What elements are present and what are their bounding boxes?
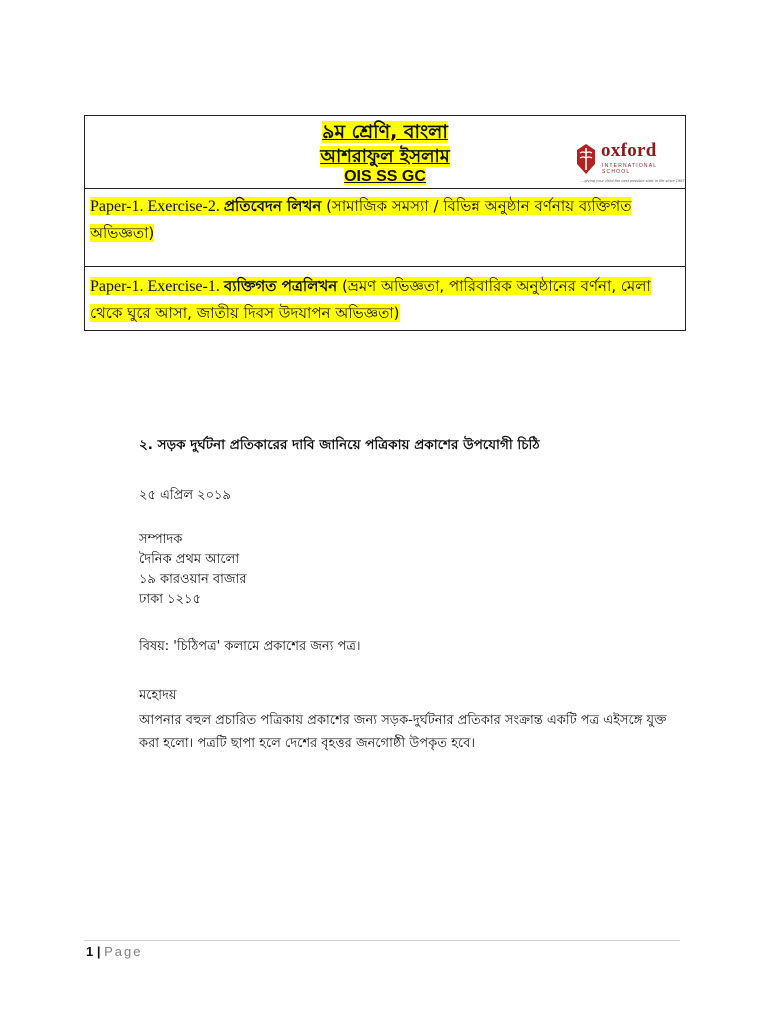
exercise-2-cell (85, 189, 685, 267)
page-label: Page (104, 944, 143, 959)
page-number: 1 (86, 944, 94, 959)
letter-subject: বিষয়: 'চিঠিপত্র' কলামে প্রকাশের জন্য পত্র। (139, 639, 361, 654)
address-line: ঢাকা ১২১৫ (139, 592, 201, 607)
teacher-name: আশরাফুল ইসলাম (320, 146, 450, 167)
logo-wordmark: oxford (601, 140, 657, 161)
letter-date: ২৫ এপ্রিল ২০১৯ (139, 488, 231, 503)
logo-tagline: ...giving your child the best possible start in life since 1987 (581, 179, 685, 183)
footer-separator: | (93, 944, 105, 959)
header-table (84, 115, 686, 331)
book-shield-icon (575, 142, 597, 176)
address-line: দৈনিক প্রথম আলো (139, 552, 240, 567)
letter-body: আপনার বহুল প্রচারিত পত্রিকায় প্রকাশের জন্য সড়ক-দুর্ঘটনার প্রতিকার সংক্রান্ত একটি পত্র এইসঙ্গে যুক্ত করা হলো। পত্রটি ছাপা হলে দেশের বৃহত্তর জনগোষ্ঠী উপকৃত হবে। (139, 713, 667, 751)
page-footer (86, 944, 142, 959)
address-line: সম্পাদক (139, 532, 183, 547)
exercise-1-cell (85, 267, 685, 330)
logo-subtitle: INTERNATIONAL SCHOOL (602, 163, 658, 175)
exercise-2-text: Paper-1. Exercise-2. প্রতিবেদন লিখন (সামাজিক সমস্যা / বিভিন্ন অনুষ্ঠান বর্ণনায় ব্যক্তিগত অভিজ্ঞতা) (90, 197, 632, 242)
footer-divider (84, 940, 680, 941)
class-subject-title: ৯ম শ্রেণি, বাংলা (322, 121, 448, 143)
letter-salutation: মহোদয় (139, 688, 177, 703)
school-code: OIS SS GC (344, 168, 426, 185)
oxford-logo (575, 138, 685, 184)
recipient-address (139, 530, 679, 610)
address-line: ১৯ কারওয়ান বাজার (139, 572, 247, 587)
title-cell (85, 116, 685, 189)
letter-heading: ২. সড়ক দুর্ঘটনা প্রতিকারের দাবি জানিয়ে পত্রিকায় প্রকাশের উপযোগী চিঠি (139, 437, 540, 453)
exercise-1-text: Paper-1. Exercise-1. ব্যক্তিগত পত্রলিখন (ভ্রমণ অভিজ্ঞতা, পারিবারিক অনুষ্ঠানের বর্ণনা, মেলা থেকে ঘুরে আসা, জাতীয় দিবস উদযাপন অভিজ্ঞতা) (90, 277, 651, 322)
